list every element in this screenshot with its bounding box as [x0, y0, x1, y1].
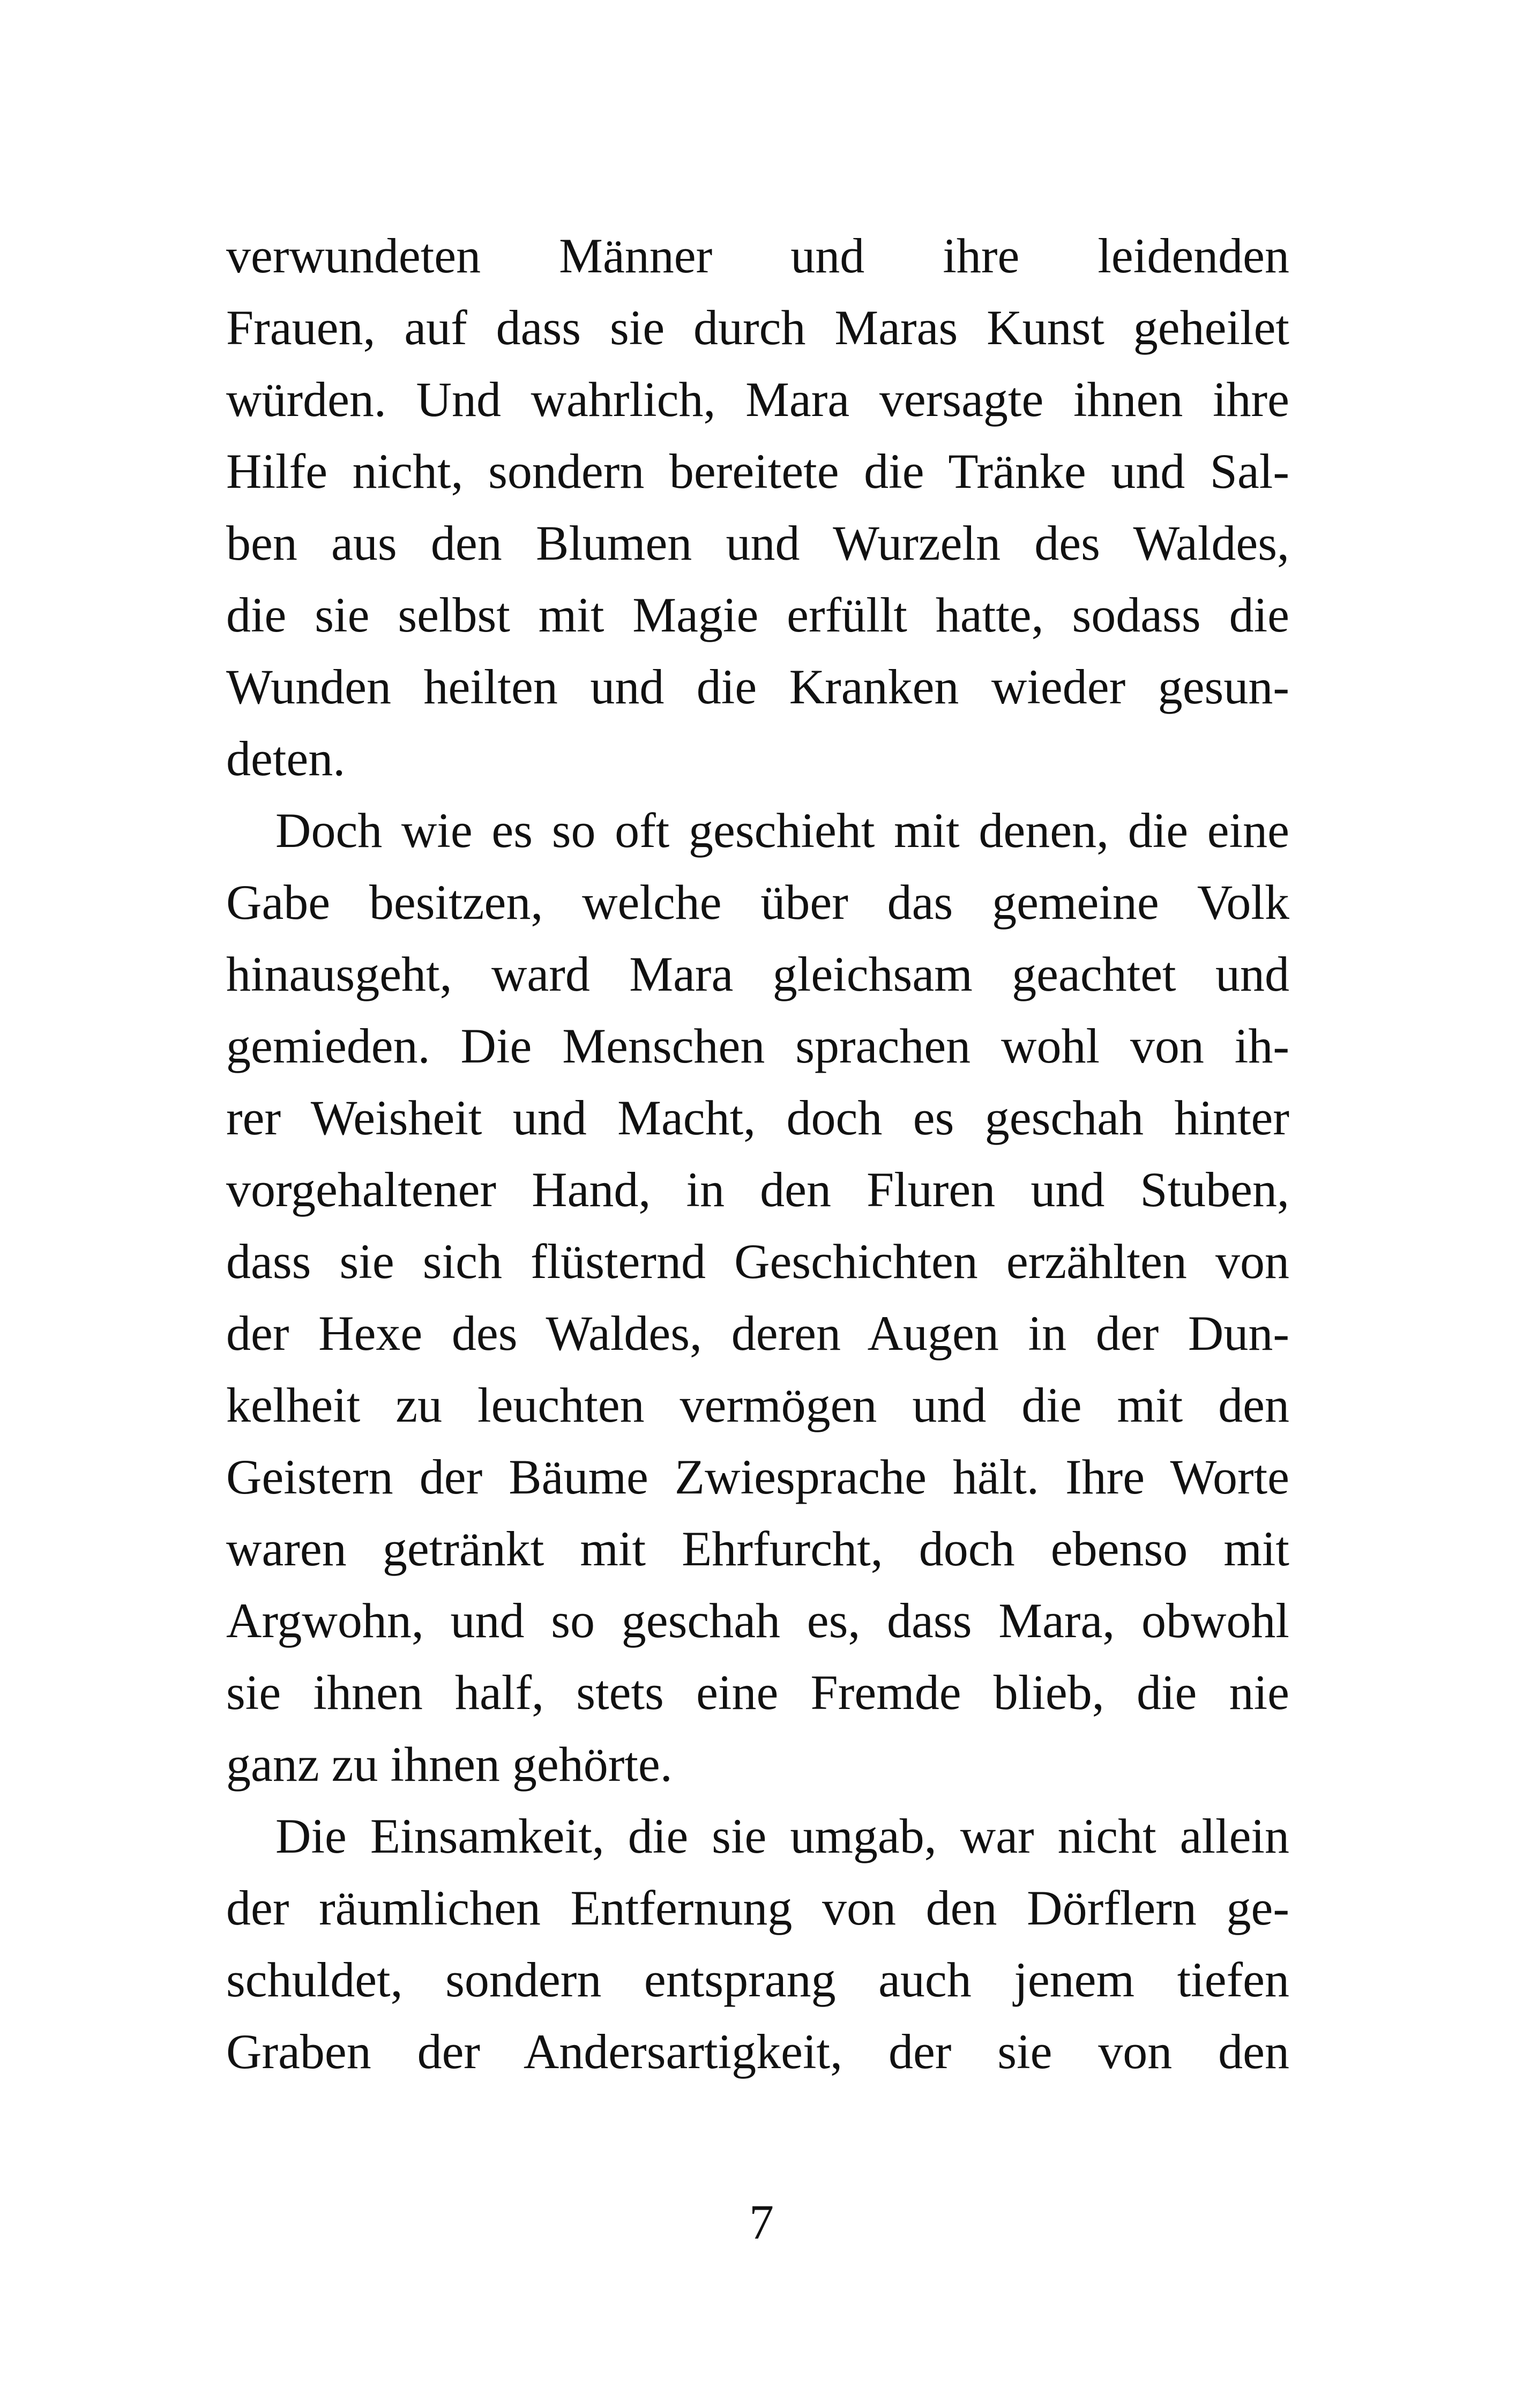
text-line: Wunden heilten und die Kranken wieder gesun- [226, 659, 1289, 714]
page-number: 7 [749, 2195, 774, 2249]
text-line: der Hexe des Waldes, deren Augen in der Dun- [226, 1306, 1289, 1361]
paragraph-first-line: Doch wie es so oft geschieht mit denen, die eine [275, 803, 1289, 858]
text-line: Argwohn, und so geschah es, dass Mara, obwohl [226, 1593, 1289, 1648]
text-line: Frauen, auf dass sie durch Maras Kunst geheilet [226, 300, 1289, 355]
text-line: deten. [226, 731, 346, 786]
text-line: der räumlichen Entfernung von den Dörflern ge- [226, 1881, 1289, 1935]
text-line: gemieden. Die Menschen sprachen wohl von ih- [226, 1019, 1289, 1073]
text-line: ganz zu ihnen gehörte. [226, 1737, 673, 1792]
text-line: verwundeten Männer und ihre leidenden [226, 228, 1289, 283]
text-line: ben aus den Blumen und Wurzeln des Waldes, [226, 516, 1289, 570]
text-line: waren getränkt mit Ehrfurcht, doch ebenso mit [226, 1521, 1289, 1576]
text-line: dass sie sich flüsternd Geschichten erzählten von [226, 1234, 1289, 1289]
text-line: rer Weisheit und Macht, doch es geschah hinter [226, 1090, 1289, 1145]
text-line: Geistern der Bäume Zwiesprache hält. Ihre Worte [226, 1450, 1289, 1504]
text-line: Hilfe nicht, sondern bereitete die Tränke und Sal- [226, 444, 1289, 499]
text-line: hinausgeht, ward Mara gleichsam geachtet und [226, 947, 1289, 1001]
paragraph-first-line: Die Einsamkeit, die sie umgab, war nicht allein [275, 1809, 1289, 1863]
text-line: würden. Und wahrlich, Mara versagte ihnen ihre [226, 372, 1289, 427]
text-line: Gabe besitzen, welche über das gemeine Volk [226, 875, 1289, 930]
text-line: vorgehaltener Hand, in den Fluren und Stuben, [226, 1162, 1289, 1217]
text-line: sie ihnen half, stets eine Fremde blieb, die nie [226, 1665, 1289, 1720]
text-line: schuldet, sondern entsprang auch jenem tiefen [226, 1952, 1289, 2007]
text-line: kelheit zu leuchten vermögen und die mit den [226, 1378, 1289, 1432]
text-line: Graben der Andersartigkeit, der sie von den [226, 2024, 1289, 2079]
text-line: die sie selbst mit Magie erfüllt hatte, sodass die [226, 588, 1289, 642]
body-text [226, 220, 1289, 2087]
